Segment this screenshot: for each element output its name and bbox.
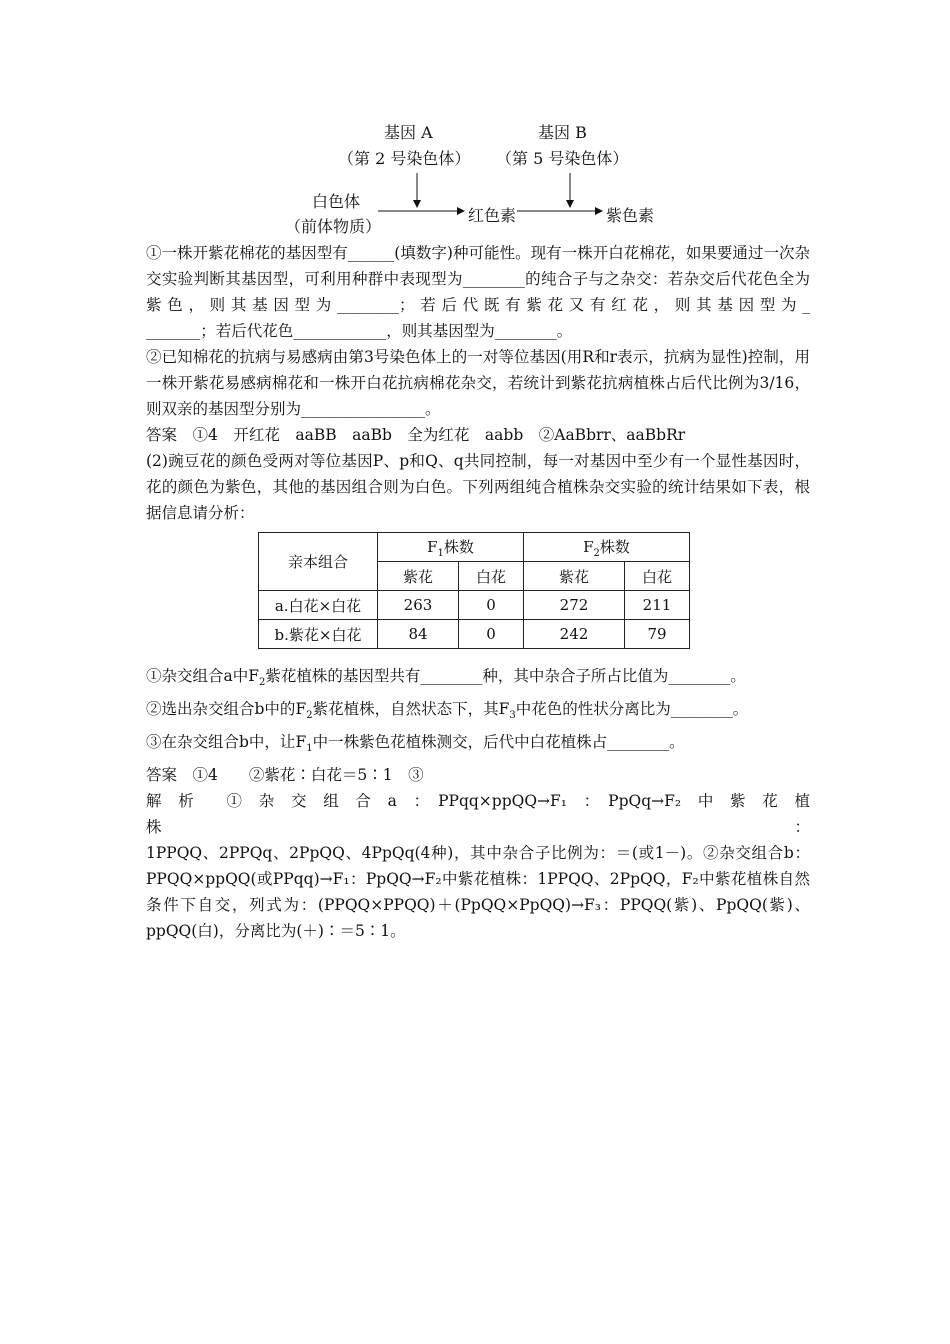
section-2-intro: (2)豌豆花的颜色受两对等位基因P、p和Q、q共同控制，每一对基因中至少有一个显性基因时，花的颜色为紫色，其他的基因组合则为白色。下列两组纯合植株杂交实验的统计结果如下表，根据信息请分析：	[146, 452, 810, 522]
table-sub-f1-white: 白花	[459, 562, 524, 591]
question-3: ①杂交组合a中$F_2$紫花植株的基因型共有________种，其中杂合子所占比值为________。	[146, 667, 746, 689]
row-f2-white: 211	[625, 591, 690, 620]
table-head-f2: $F_2$株数	[524, 533, 690, 562]
row-f1-white: 0	[459, 591, 524, 620]
question-5: ③在杂交组合b中，让$F_1$中一株紫色花植株测交，后代中白花植株占________。	[146, 733, 685, 755]
table-sub-f1-purple: 紫花	[378, 562, 459, 591]
table-row	[259, 620, 690, 649]
precursor-sub-label: （前体物质）	[285, 217, 382, 236]
red-pigment-label: 红色素	[468, 206, 517, 225]
gene-b-label: 基因 B	[538, 123, 587, 142]
row-f2-purple: 272	[524, 591, 625, 620]
table-sub-f2-white: 白花	[625, 562, 690, 591]
table-row	[259, 591, 690, 620]
row-name: a.白花×白花	[259, 591, 378, 620]
gene-a-chromosome: （第 2 号染色体）	[338, 149, 471, 168]
question-2: ②已知棉花的抗病与易感病由第3号染色体上的一对等位基因(用R和r表示，抗病为显性)控制，用一株开紫花易感病棉花和一株开白花抗病棉花杂交，若统计到紫花抗病植株占后代比例为3/16，则双亲的基因型分别为________________。	[146, 348, 810, 418]
answer-2: 答案 ①4 ②紫花∶白花＝5∶1 ③	[146, 766, 424, 785]
analysis-body: 1PPQQ、2PPQq、2PpQQ、4PpQq(4种)，其中杂合子比例为：＝(或1－)。②杂交组合b：PPQQ×ppQQ(或PPqq)→F₁：PpQQ→F₂中紫花植株：1PPQQ、2PpQQ，F₂中紫花植株自然条件下自交，列式为：(PPQQ×PPQQ)＋(PpQQ×PpQQ)→F₃：PPQQ(紫)、PpQQ(紫)、ppQQ(白)，分离比为(＋)∶＝5∶1。	[146, 844, 810, 941]
pathway-arrows	[280, 115, 680, 245]
cross-results-table	[258, 532, 690, 649]
pigment-pathway-diagram	[280, 115, 680, 245]
purple-pigment-label: 紫色素	[606, 206, 655, 225]
document-body	[146, 240, 826, 944]
analysis-line-1: 解 析 ① 杂 交 组 合 a ： PPqq×ppQQ→F₁ ： PpQq→F₂ 中 紫 花 植 株 ：	[146, 792, 826, 837]
table-head-parent: 亲本组合	[259, 533, 378, 591]
question-4: ②选出杂交组合b中的$F_2$紫花植株，自然状态下，其$F_3$中花色的性状分离比为________。	[146, 700, 749, 722]
row-f1-purple: 263	[378, 591, 459, 620]
row-f1-purple: 84	[378, 620, 459, 649]
gene-a-label: 基因 A	[384, 123, 433, 142]
table-head-f1: $F_1$株数	[378, 533, 524, 562]
answer-1: 答案 ①4 开红花 aaBB aaBb 全为红花 aabb ②AaBbrr、aaBbRr	[146, 426, 686, 444]
table-sub-f2-purple: 紫花	[524, 562, 625, 591]
question-1-part1: ①一株开紫花棉花的基因型有______(填数字)种可能性。现有一株开白花棉花，如果要通过一次杂交实验判断其基因型，可利用种群中表现型为________的纯合子与之杂交：若杂交后代花色全为紫色，则其基因型为________；若后代既有紫花又有红花，则其基因型为_	[146, 244, 810, 314]
row-name: b.紫花×白花	[259, 620, 378, 649]
row-f2-white: 79	[625, 620, 690, 649]
gene-b-chromosome: （第 5 号染色体）	[496, 149, 629, 168]
row-f1-white: 0	[459, 620, 524, 649]
precursor-label: 白色体	[312, 192, 361, 211]
row-f2-purple: 242	[524, 620, 625, 649]
question-1-part2: _______；若后代花色____________，则其基因型为________。	[146, 322, 573, 340]
